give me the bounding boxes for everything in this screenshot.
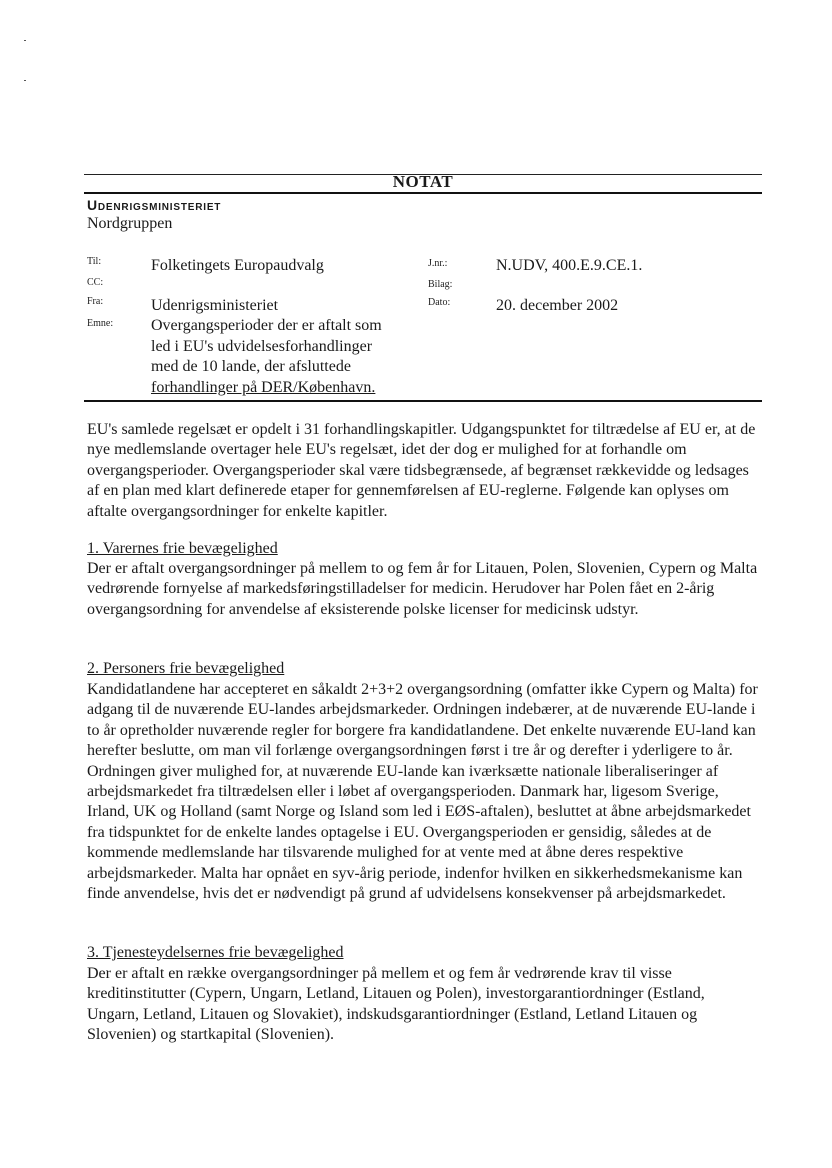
subject-value [151,316,421,398]
subject-line: med de 10 lande, der afsluttede [151,358,351,375]
section-paragraph: Der er aftalt en række overgangsordninger på mellem et og fem år vedrørende krav til visse kreditinstitutter (Cypern, Ungarn, Letland, Litauen og Polen), investorgarantiordninger (Estland, Ungarn, Letland, Litauen og Slovakiet), indskudsgarantiordninger (Estland, Letland Litauen og Slovenien) og startkapital (Slovenien). [87,965,705,1044]
ministry-name: Udenrigsministeriet [87,197,222,213]
header-title-rule [84,192,762,194]
section-heading: 2. Personers frie bevægelighed [87,660,285,677]
scan-speck [24,40,26,41]
to-label: Til: [87,256,102,267]
department-name: Nordgruppen [87,215,173,232]
subject-line: forhandlinger på DER/København. [151,378,376,396]
jnr-label: J.nr.: [428,258,448,269]
section-paragraph: Der er aftalt overgangsordninger på mellem to og fem år for Litauen, Polen, Slovenien, Cypern og Malta vedrørende fornyelse af markedsføringstilladelser for medicin. Herudover har Polen fået en 2-årig overgangsordning for anvendelse af eksisterende polske licenser for medicinsk udstyr. [87,560,758,618]
intro-paragraph: EU's samlede regelsæt er opdelt i 31 forhandlingskapitler. Udgangspunktet for tiltrædelse af EU er, at de nye medlemslande overtager hele EU's regelsæt, idet der dog er mulighed for at forhandle om overgangsperioder. Overgangsperioder skal være tidsbegrænsede, af begrænset rækkevidde og ledsages af en plan med klart definerede etaper for gennemførelsen af EU-reglerne. Følgende kan oplyses om aftalte overgangsordninger for enkelte kapitler. [87,421,756,520]
section-heading: 1. Varernes frie bevægelighed [87,540,278,557]
subject-line: led i EU's udvidelsesforhandlinger [151,337,373,355]
document-title: NOTAT [392,172,454,191]
to-value: Folketingets Europaudvalg [151,257,324,274]
section-paragraph: Kandidatlandene har accepteret en såkaldt 2+3+2 overgangsordning (omfatter ikke Cypern og Malta) for adgang til de nuværende EU-landes arbejdsmarkeder. Ordningen indebærer, at de nuværende EU-lande i to år opretholder nuværende regler for borgere fra kandidatlandene. Det enkelte nuværende EU-land kan herefter beslutte, om man vil forlænge overgangsordningen først i tre år og derefter i yderligere to år. Ordningen giver mulighed for, at nuværende EU-lande kan iværksætte nationale liberaliseringer af arbejdsmarkedet fra tiltrædelsen eller i løbet af overgangsperioden. Danmark har, ligesom Sverige, Irland, UK og Holland (samt Norge og Island som led i EØS-aftalen), besluttet at åbne arbejdsmarkedet fra tidspunktet for de enkelte landes optagelse i EU. Overgangsperioden er gensidig, således at de kommende medlemslande har tilsvarende mulighed for at vente med at åbne deres respektive arbejdsmarkeder. Malta har opnået en syv-årig periode, indenfor hvilken en sikkerhedsmekanisme kan finde anvendelse, hvis det er nødvendigt på grund af udvidelsens konsekvenser på arbejdsmarkedet. [87,681,758,903]
cc-label: CC: [87,277,104,288]
from-label: Fra: [87,296,104,307]
scan-speck [24,80,26,81]
from-value: Udenrigsministeriet [151,297,279,314]
subject-label: Emne: [87,318,114,329]
jnr-value: N.UDV, 400.E.9.CE.1. [496,257,643,274]
subject-line: Overgangsperioder der er aftalt som [151,317,382,334]
section-heading: 3. Tjenesteydelsernes frie bevægelighed [87,944,344,961]
bilag-label: Bilag: [428,279,453,290]
dato-value: 20. december 2002 [496,297,619,314]
dato-label: Dato: [428,297,451,308]
header-bottom-rule [84,400,762,402]
